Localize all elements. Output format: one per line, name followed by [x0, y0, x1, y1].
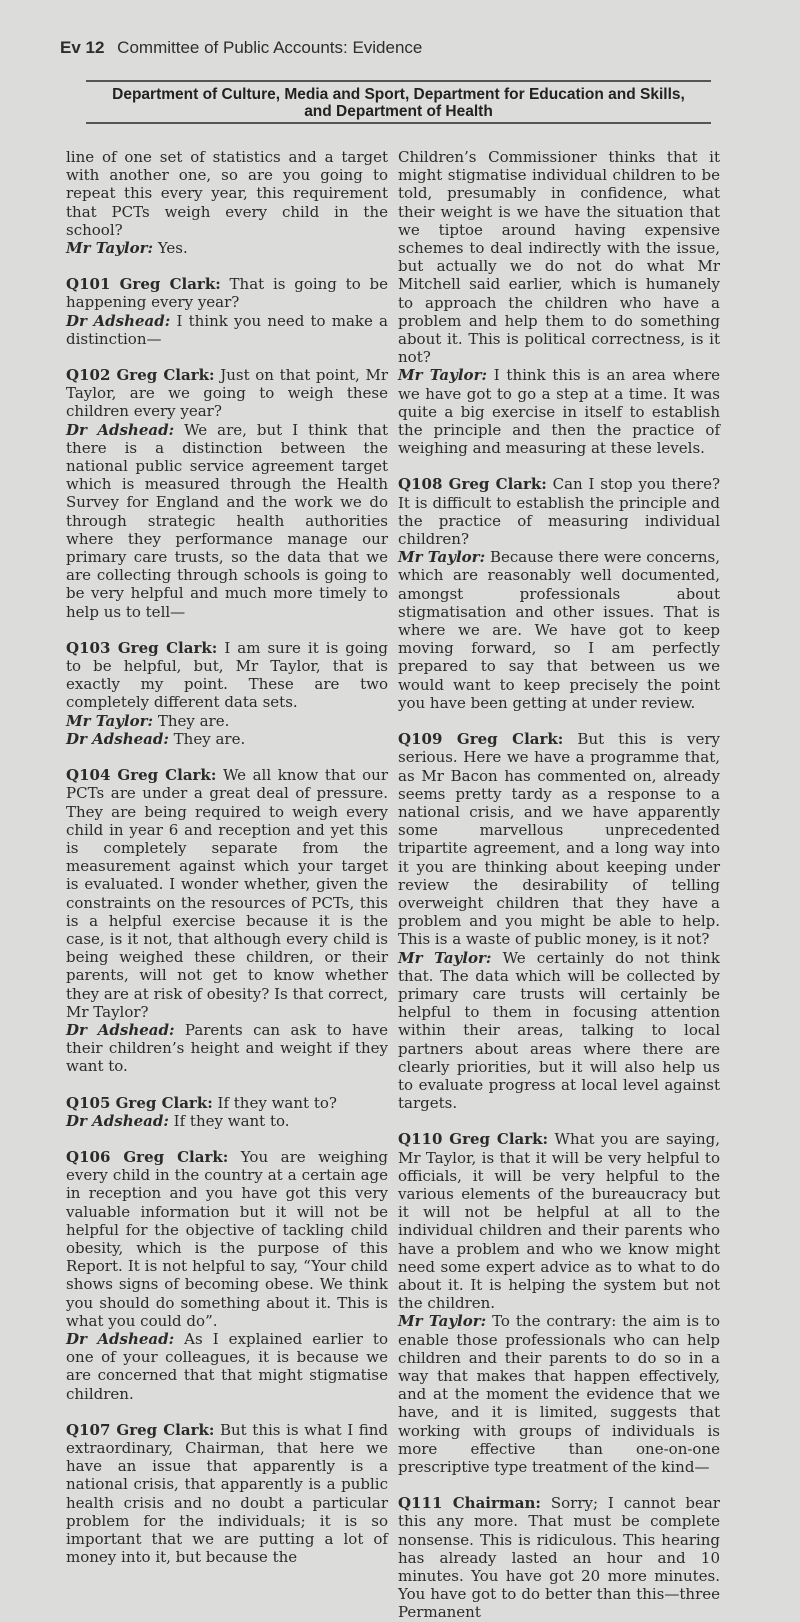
paragraph-text: Can I stop you there? It is difficult to establish the principle and the practice of measuring individual children? [398, 475, 720, 549]
paragraph-text: Parents can ask to have their children’s height and weight if they want to. [66, 1020, 388, 1076]
paragraph-text: Sorry; I cannot bear this any more. That must be complete nonsense. This is ridiculous. This hearing has already lasted an hour and 10 minutes. You have got 20 more minutes. You have got to do better than this—three Permanent [398, 1494, 720, 1622]
speaker-label: Q103 Greg Clark: [66, 638, 218, 657]
speaker-label: Mr Taylor: [398, 948, 492, 967]
speaker-label: Dr Adshead: [66, 420, 175, 439]
speaker-label: Mr Taylor: [398, 366, 488, 385]
paragraph [66, 312, 388, 348]
paragraph-text: We all know that our PCTs are under a great deal of pressure. They are being required to weigh every child in year 6 and reception and yet this is completely separate from the measurement against which your target is evaluated. I wonder whether, given the constraints on the resources of PCTs, this is a helpful exercise because it is the case, is it not, that although every child is being weighed these children, or their parents, will not get to know whether they are at risk of obesity? Is that correct, Mr Taylor? [66, 766, 388, 1021]
running-header [60, 38, 422, 58]
paragraph-text: line of one set of statistics and a target with another one, so are you going to repeat this every year, this requirement that PCTs weigh every child in the school? [66, 148, 388, 239]
paragraph [66, 1021, 388, 1076]
speaker-label: Q104 Greg Clark: [66, 766, 217, 785]
paragraph-text: I think you need to make a distinction— [66, 311, 388, 348]
speaker-label: Q111 Chairman: [398, 1494, 541, 1513]
paragraph-text: I think this is an area where we have got to go a step at a time. It was quite a big exercise in itself to establish the principle and then the practice of weighing and measuring at these levels. [398, 366, 720, 458]
paragraph [66, 421, 388, 621]
paragraph-text: If they want to. [168, 1111, 290, 1130]
speaker-label: Mr Taylor: [398, 1312, 487, 1331]
speaker-label: Q108 Greg Clark: [398, 475, 547, 494]
paragraph-text: Just on that point, Mr Taylor, are we going to weigh these children every year? [66, 366, 388, 421]
department-heading [86, 86, 711, 120]
speaker-label: Dr Adshead: [66, 1020, 175, 1039]
paragraph [398, 1130, 720, 1312]
paragraph [398, 548, 720, 712]
paragraph-text: To the contrary: the aim is to enable those professionals who can help children and their parents to do so in a way that makes that happen effectively, and at the moment the evidence that we have, and it is limited, suggests that working with groups of individuals is more effective than one-on-one prescriptive type treatment of the kind— [398, 1312, 720, 1477]
paragraph-text: Yes. [153, 239, 188, 258]
speaker-label: Q109 Greg Clark: [398, 730, 564, 749]
paragraph-text: What you are saying, Mr Taylor, is that it will be very helpful to officials, it will be very helpful to the various elements of the bureaucracy but it will not be helpful at all to the individual children and their parents who have a problem and who we know might need some expert advice as to what to do about it. It is helping the system but not the children. [398, 1130, 720, 1313]
speaker-label: Mr Taylor: [66, 711, 154, 730]
paragraph [398, 1312, 720, 1476]
paragraph [66, 1148, 388, 1330]
department-line-2: and Department of Health [304, 103, 493, 120]
paragraph-text: They are. [168, 729, 246, 748]
paragraph-text: But this is very serious. Here we have a programme that, as Mr Bacon has commented on, already seems pretty tardy as a response to a national crisis, and we have apparently some marvellous unprecedented tripartite agreement, and a long way into it you are thinking about keeping under review the desirability of telling overweight children that they have a problem and you might be able to help. This is a waste of public money, is it not? [398, 730, 720, 949]
speaker-label: Dr Adshead: [66, 729, 169, 748]
speaker-label: Dr Adshead: [66, 1111, 169, 1130]
paragraph [398, 730, 720, 948]
paragraph [398, 1494, 720, 1621]
paragraph-text: Because there were concerns, which are reasonably well documented, amongst professionals about stigmatisation and other issues. That is where we are. We have got to keep moving forward, so I am perfectly prepared to say that between us we would want to keep precisely the point you have been getting at under review. [398, 548, 720, 712]
paragraph-text: As I explained earlier to one of your colleagues, it is because we are concerned that that might stigmatise children. [66, 1329, 388, 1403]
paragraph [66, 1330, 388, 1403]
left-column [66, 148, 388, 1566]
paragraph [66, 730, 388, 748]
paragraph [66, 239, 388, 257]
header-title: Committee of Public Accounts: Evidence [117, 38, 423, 57]
top-rule [86, 80, 711, 82]
paragraph [66, 766, 388, 1021]
paragraph-text: Children’s Commissioner thinks that it might stigmatise individual children to be told, presumably in confidence, what their weight is we have the situation that we tiptoe around having expensive schemes to deal indirectly with the issue, but actually we do not do what Mr Mitchell said earlier, which is humanely to approach the children who have a problem and help them to do something about it. This is political correctness, is it not? [398, 148, 720, 367]
paragraph [66, 366, 388, 421]
paragraph-text: You are weighing every child in the country at a certain age in reception and you have got this very valuable information but it will not be helpful for the objective of tackling child obesity, which is the purpose of this Report. It is not helpful to say, “Your child shows signs of becoming obese. We think you should do something about it. This is what you could do”. [66, 1147, 388, 1330]
paragraph [66, 1421, 388, 1567]
paragraph [398, 949, 720, 1113]
speaker-label: Q110 Greg Clark: [398, 1130, 549, 1149]
speaker-label: Q102 Greg Clark: [66, 366, 215, 385]
paragraph-text: That is going to be happening every year? [66, 275, 388, 312]
department-line-1: Department of Culture, Media and Sport, Department for Education and Skills, [112, 86, 685, 103]
right-column [398, 148, 720, 1622]
paragraph [66, 148, 388, 239]
paragraph [398, 366, 720, 457]
paragraph [66, 275, 388, 311]
paragraph-text: But this is what I find extraordinary, Chairman, that here we have an issue that apparently is a national crisis, that apparently is a public health crisis and no doubt a particular problem for the individuals; it is so important that we are putting a lot of money into it, but because the [66, 1420, 388, 1567]
paragraph [398, 475, 720, 548]
speaker-label: Q106 Greg Clark: [66, 1147, 229, 1166]
speaker-label: Mr Taylor: [66, 239, 154, 258]
speaker-label: Q101 Greg Clark: [66, 275, 221, 294]
paragraph-text: If they want to? [212, 1093, 337, 1112]
paragraph-text: They are. [153, 711, 230, 730]
paragraph-text: I am sure it is going to be helpful, but, Mr Taylor, that is exactly my point. These are two completely different data sets. [66, 638, 388, 712]
paragraph-text: We certainly do not think that. The data which will be collected by primary care trusts will certainly be helpful to them in focusing attention within their areas, talking to local partners about areas where there are clearly priorities, but it will also help us to evaluate progress at local level against targets. [398, 948, 720, 1113]
paragraph [398, 148, 720, 366]
bottom-rule [86, 122, 711, 124]
speaker-label: Dr Adshead: [66, 311, 171, 330]
paragraph-text: We are, but I think that there is a distinction between the national public service agreement target which is measured through the Health Survey for England and the work we do through strategic health authorities where they performance manage our primary care trusts, so the data that we are collecting through schools is going to be very helpful and much more timely to help us to tell— [66, 420, 388, 621]
paragraph [66, 1112, 388, 1130]
speaker-label: Q107 Greg Clark: [66, 1420, 215, 1439]
page-reference: Ev 12 [60, 38, 105, 57]
speaker-label: Dr Adshead: [66, 1329, 175, 1348]
paragraph [66, 639, 388, 712]
speaker-label: Q105 Greg Clark: [66, 1093, 213, 1112]
speaker-label: Mr Taylor: [398, 548, 486, 567]
paragraph [66, 1094, 388, 1112]
paragraph [66, 712, 388, 730]
